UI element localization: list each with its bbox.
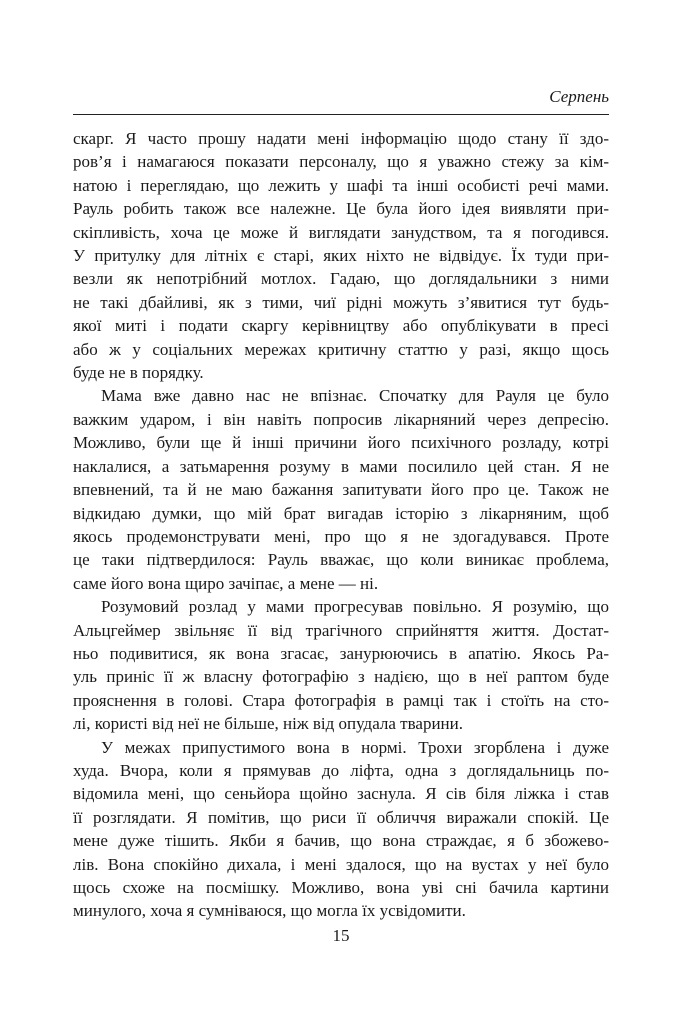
text-line: буде не в порядку. xyxy=(73,363,204,383)
text-line: це таки підтвердилося: Рауль вважає, що коли виникає проблема, xyxy=(73,550,609,570)
text-line: якої миті і подати скаргу керівництву або опублікувати в пресі xyxy=(73,316,609,336)
text-line: скіпливість, хоча це може й виглядати занудством, та я погодився. xyxy=(73,222,609,242)
body-text xyxy=(73,127,609,923)
text-line: натою і переглядаю, що лежить у шафі та інші особисті речі мами. xyxy=(73,175,609,195)
text-line: Рауль робить також все належне. Це була його ідея виявляти при- xyxy=(73,199,609,219)
text-line: уль приніс її ж власну фотографію з надією, що в неї раптом буде xyxy=(73,667,609,687)
text-line: Мама вже давно нас не впізнає. Спочатку для Рауля це було xyxy=(101,386,609,406)
text-line: або ж у соціальних мережах критичну статтю у разі, якщо щось xyxy=(73,339,609,359)
text-line: скарг. Я часто прошу надати мені інформацію щодо стану її здо- xyxy=(73,129,609,148)
text-line: Розумовий розлад у мами прогресував повільно. Я розумію, що xyxy=(101,597,609,617)
paragraph xyxy=(73,127,609,384)
text-line: відкидаю думки, що мій брат вигадав історію з лікарняним, щоб xyxy=(73,503,609,523)
text-line: минулого, хоча я сумніваюся, що могла їх усвідомити. xyxy=(73,901,466,921)
text-line: якось продемонструвати мені, про що я не здогадувався. Проте xyxy=(73,526,609,546)
running-head-title: Серпень xyxy=(549,87,609,106)
text-line: Можливо, були ще й інші причини його психічного розладу, котрі xyxy=(73,433,609,453)
text-line: лі, користі від неї не більше, ніж від опудала тварини. xyxy=(73,714,463,734)
text-line: мене дуже тішить. Якби я бачив, що вона страждає, я б збожево- xyxy=(73,831,609,851)
text-line: важким ударом, і він навіть попросив лікарняний через депресію. xyxy=(73,409,609,429)
text-line: не такі дбайливі, як з тими, чиї рідні можуть з’явитися тут будь- xyxy=(73,292,609,312)
text-line: прояснення в голові. Стара фотографія в рамці так і стоїть на сто- xyxy=(73,690,609,710)
text-line: її розглядати. Я помітив, що риси її обличчя виражали спокій. Це xyxy=(73,807,609,827)
paragraph xyxy=(73,595,609,735)
text-line: відомила мені, що сеньйора щойно заснула. Я сів біля ліжка і став xyxy=(73,784,609,804)
text-line: Альцгеймер звільняє її від трагічного сприйняття життя. Достат- xyxy=(73,620,609,640)
text-line: впевнений, та й не маю бажання запитувати його про це. Також не xyxy=(73,480,609,500)
paragraph xyxy=(73,736,609,923)
text-line: У притулку для літніх є старі, яких ніхто не відвідує. Їх туди при- xyxy=(73,246,609,266)
text-line: У межах припустимого вона в нормі. Трохи згорблена і дуже xyxy=(101,737,609,757)
text-line: лів. Вона спокійно дихала, і мені здалося, що на вустах у неї було xyxy=(73,854,609,874)
text-line: везли як непотрібний мотлох. Гадаю, що доглядальники з ними xyxy=(73,269,609,289)
text-line: саме його вона щиро зачіпає, а мене — ні. xyxy=(73,573,379,593)
text-line: наклалися, а затьмарення розуму в мами посилило цей стан. Я не xyxy=(73,456,609,476)
text-line: ров’я і намагаюся показати персоналу, що я уважно стежу за кім- xyxy=(73,152,609,172)
running-head xyxy=(73,84,609,115)
text-line: ньо подивитися, як вона згасає, занурюючись в апатію. Якось Ра- xyxy=(73,643,609,663)
text-line: щось схоже на посмішку. Можливо, вона уві сні бачила картини xyxy=(73,878,609,897)
paragraph xyxy=(73,384,609,595)
text-line: худа. Вчора, коли я прямував до ліфта, одна з доглядальниць по- xyxy=(73,760,609,780)
page-number: 15 xyxy=(332,926,350,945)
